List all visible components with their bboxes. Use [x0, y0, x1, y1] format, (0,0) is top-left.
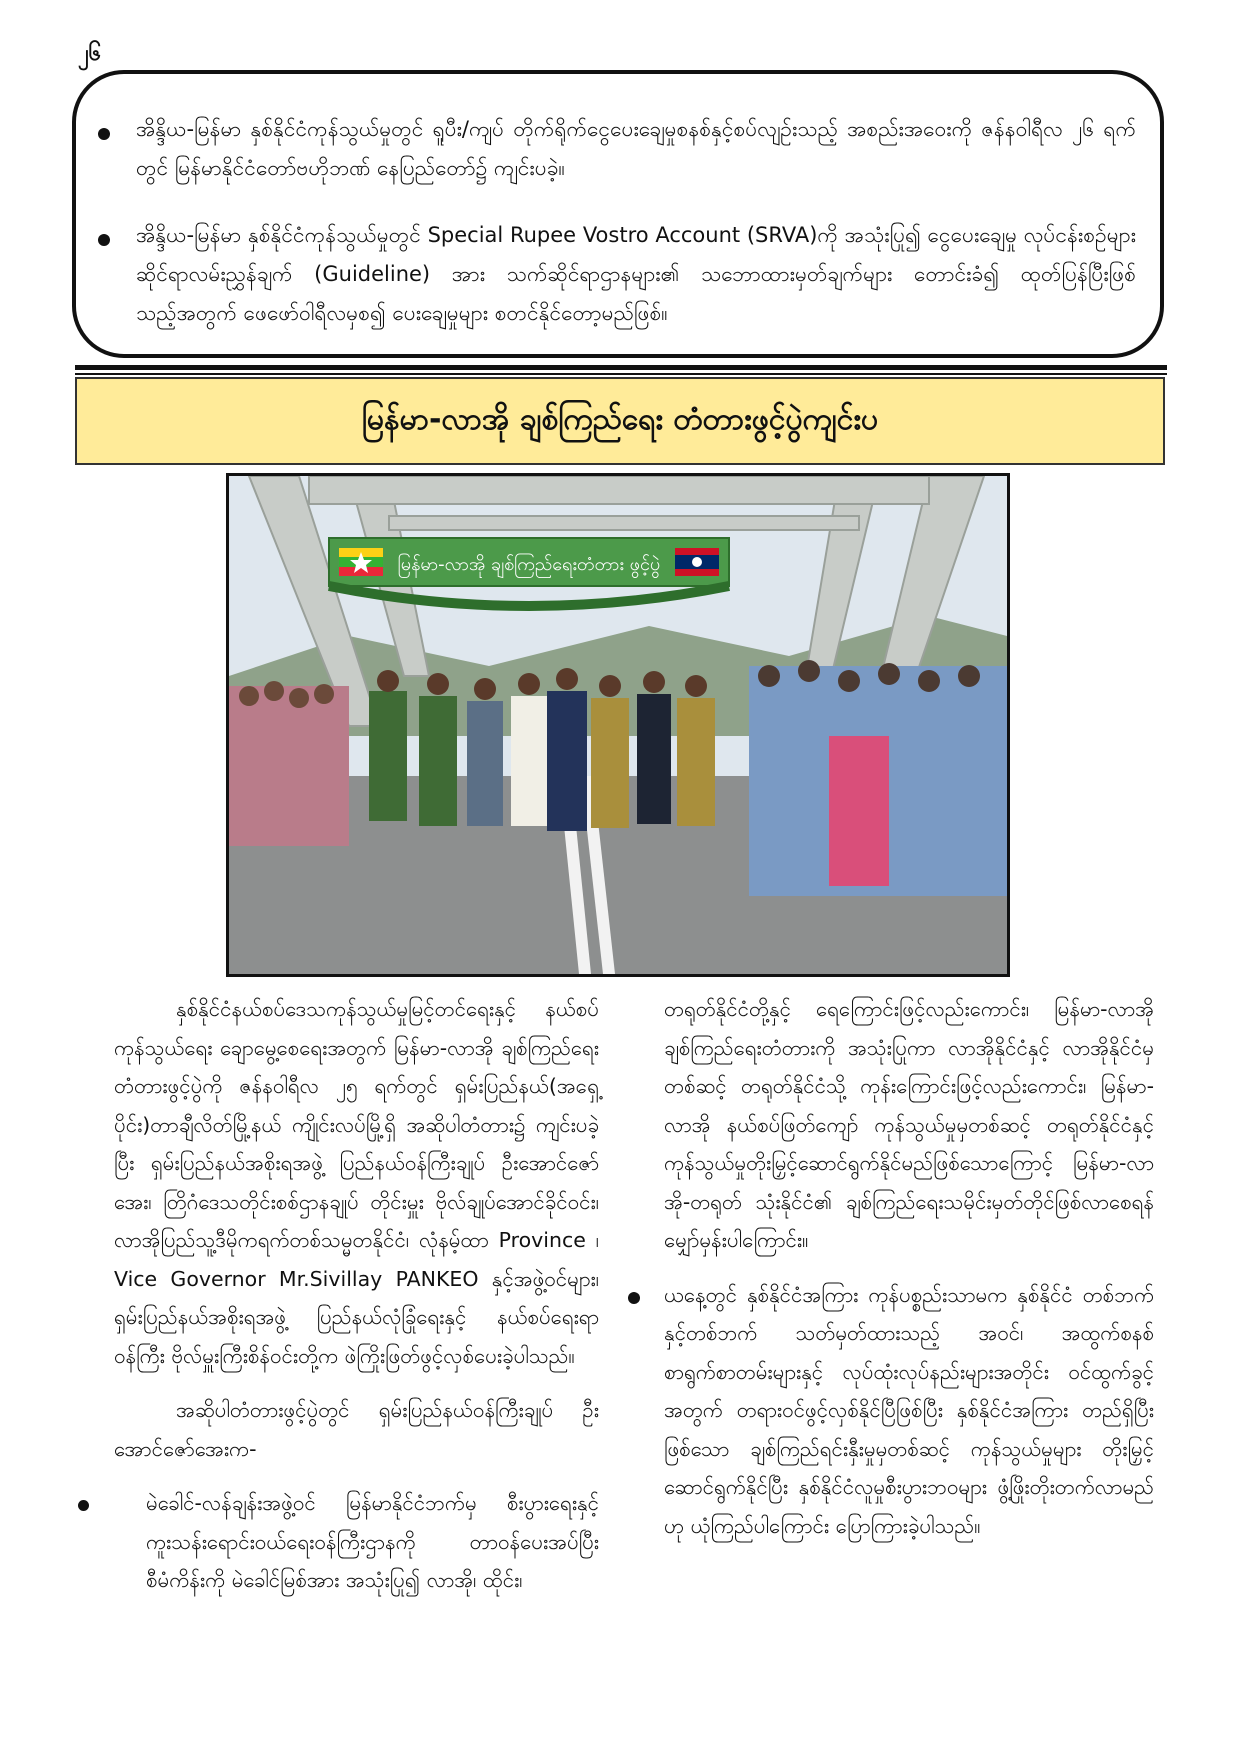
crowd-left — [229, 681, 349, 846]
article-paragraph: အဆိုပါတံတားဖွင့်ပွဲတွင် ရှမ်းပြည်နယ်ဝန်ကြီးချုပ် ဦးအောင်ဇော်အေးက- — [114, 1398, 599, 1461]
left-column — [114, 990, 599, 1600]
bullet-dot-icon — [78, 1500, 89, 1511]
article-bullet-text: ယနေ့တွင် နှစ်နိုင်ငံအကြား ကုန်ပစ္စည်းသာမက နှစ်နိုင်ငံ တစ်ဘက်နှင့်တစ်ဘက် သတ်မှတ်ထားသည့် အဝင်၊ အထွက်စနစ် စာရွက်စာတမ်းများနှင့် လုပ်ထုံးလုပ်နည်းများအတိုင်း ဝင်ထွက်ခွင့်အတွက် တရားဝင်ဖွင့်လှစ်နိုင်ပြီဖြစ်ပြီး နှစ်နိုင်ငံအကြား တည်ရှိပြီးဖြစ်သော ချစ်ကြည်ရင်းနှီးမှုမှတစ်ဆင့် ကုန်သွယ်မှုများ တိုးမြှင့်ဆောင်ရွက်နိုင်ပြီး နှစ်နိုင်ငံလူမှုစီးပွားဘဝများ ဖွံ့ဖြိုးတိုးတက်လာမည်ဟု ယုံကြည်ပါကြောင်း ပြောကြားခဲ့ပါသည်။ — [664, 1282, 1154, 1538]
divider-rule — [75, 373, 1167, 375]
section-title-box — [75, 377, 1165, 465]
article-bullet — [664, 1276, 1154, 1546]
bullet-dot-icon — [98, 234, 110, 246]
banner-text: မြန်မာ-လာအို ချစ်ကြည်ရေးတံတား ဖွင့်ပွဲ — [397, 554, 661, 575]
article-paragraph: တရုတ်နိုင်ငံတို့နှင့် ရေကြောင်းဖြင့်လည်းကောင်း၊ မြန်မာ-လာအို ချစ်ကြည်ရေးတံတားကို အသုံးပြုကာ လာအိုနိုင်ငံနှင့် လာအိုနိုင်ငံမှတစ်ဆင့် တရုတ်နိုင်ငံသို့ ကုန်းကြောင်းဖြင့်လည်းကောင်း၊ မြန်မာ-လာအို နယ်စပ်ဖြတ်ကျော် ကုန်သွယ်မှုမှတစ်ဆင့် တရုတ်နိုင်ငံနှင့် ကုန်သွယ်မှုတိုးမြှင့်ဆောင်ရွက်နိုင်မည်ဖြစ်သောကြောင့် မြန်မာ-လာအို-တရုတ် သုံးနိုင်ငံ၏ ချစ်ကြည်ရေးသမိုင်းမှတ်တိုင်ဖြစ်လာစေရန် မျှော်မှန်းပါကြောင်း။ — [664, 997, 1154, 1252]
summary-bullet-text: အိန္ဒိယ-မြန်မာ နှစ်နိုင်ငံကုန်သွယ်မှုတွင် ရူပီး/ကျပ် တိုက်ရိုက်ငွေပေးချေမှုစနစ်နှင့်စပ်လျဉ်းသည့် အစည်းအဝေးကို ဇန်နဝါရီလ ၂၆ ရက်တွင် မြန်မာနိုင်ငံတော်ဗဟိုဘဏ် နေပြည်တော်၌ ကျင်းပခဲ့။ — [136, 117, 1136, 180]
article-bullet — [114, 1484, 599, 1600]
bridge-opening-photo — [226, 473, 1010, 977]
article-paragraph: နှစ်နိုင်ငံနယ်စပ်ဒေသကုန်သွယ်မှုမြင့်တင်ရေးနှင့် နယ်စပ်ကုန်သွယ်ရေး ချောမွေ့စေရေးအတွက် မြန်မာ-လာအို ချစ်ကြည်ရေးတံတားဖွင့်ပွဲကို ဇန်နဝါရီလ ၂၅ ရက်တွင် ရှမ်းပြည်နယ်(အရှေ့ပိုင်း)တာချီလိတ်မြို့နယ် ကျိုင်းလပ်မြို့ရှိ အဆိုပါတံတား၌ ကျင်းပခဲ့ပြီး ရှမ်းပြည်နယ်အစိုးရအဖွဲ့ ပြည်နယ်ဝန်ကြီးချုပ် ဦးအောင်ဇော်အေး၊ တြိဂံဒေသတိုင်းစစ်ဌာနချုပ် တိုင်းမှူး ဗိုလ်ချုပ်အောင်ခိုင်ဝင်း၊ လာအိုပြည်သူ့ဒီမိုကရက်တစ်သမ္မတနိုင်ငံ၊ လုံနမ့်ထာ Province ၊ Vice Governor Mr.Sivillay PANKEO နှင့်အဖွဲ့ဝင်များ၊ ရှမ်းပြည်နယ်အစိုးရအဖွဲ့ ပြည်နယ်လုံခြုံရေးနှင့် နယ်စပ်ရေးရာဝန်ကြီး ဗိုလ်မှူးကြီးစိန်ဝင်းတို့က ဖဲကြိုးဖြတ်ဖွင့်လှစ်ပေးခဲ့ပါသည်။ — [114, 997, 599, 1368]
article-bullet-text: မဲခေါင်-လန်ချန်းအဖွဲ့ဝင် မြန်မာနိုင်ငံဘက်မှ စီးပွားရေးနှင့် ကူးသန်းရောင်းဝယ်ရေးဝန်ကြီးဌာနကို တာဝန်ပေးအပ်ပြီး စီမံကိန်းကို မဲခေါင်မြစ်အား အသုံးပြု၍ လာအို၊ ထိုင်း၊ — [146, 1491, 599, 1592]
summary-bullet — [136, 216, 1136, 333]
summary-box — [72, 70, 1164, 358]
summary-bullet-text: အိန္ဒိယ-မြန်မာ နှစ်နိုင်ငံကုန်သွယ်မှုတွင် Special Rupee Vostro Account (SRVA)ကို အသုံးပြု၍ ငွေပေးချေမှု လုပ်ငန်းစဉ်များဆိုင်ရာလမ်းညွှန်ချက် (Guideline) အား သက်ဆိုင်ရာဌာနများ၏ သဘောထားမှတ်ချက်များ တောင်းခံ၍ ထုတ်ပြန်ပြီးဖြစ်သည့်အတွက် ဖေဖော်ဝါရီလမှစ၍ ပေးချေမှုများ စတင်နိုင်တော့မည်ဖြစ်။ — [136, 223, 1136, 325]
section-title: မြန်မာ-လာအို ချစ်ကြည်ရေး တံတားဖွင့်ပွဲကျင်းပ — [361, 401, 879, 437]
photo-illustration — [229, 476, 1007, 974]
divider-rule — [75, 365, 1167, 370]
page-number: ၂၆ — [78, 41, 102, 66]
bullet-dot-icon — [628, 1292, 640, 1304]
summary-bullet — [136, 110, 1136, 188]
right-column — [664, 990, 1154, 1545]
crowd-right — [749, 660, 1007, 896]
bullet-dot-icon — [98, 128, 110, 140]
